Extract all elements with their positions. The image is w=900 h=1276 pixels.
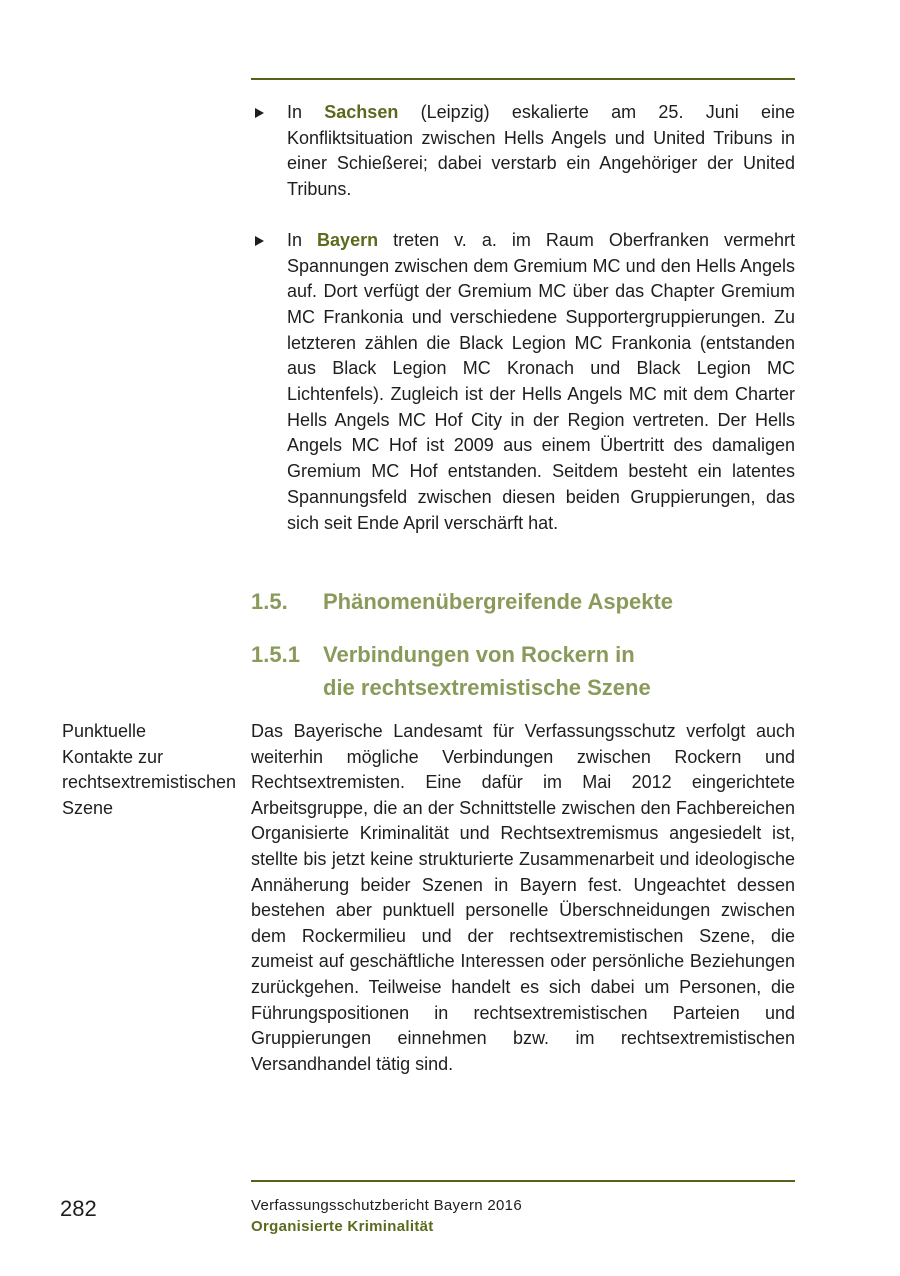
bullet-item-sachsen	[251, 100, 795, 203]
bullet-prefix: In	[287, 102, 325, 122]
subsection-number: 1.5.1	[251, 642, 300, 667]
footer-title: Verfassungsschutzbericht Bayern 2016	[251, 1197, 522, 1214]
bottom-rule	[251, 1180, 795, 1182]
footer-section: Organisierte Kriminalität	[251, 1218, 434, 1235]
subsection-title-line2: die rechtsextremistische Szene	[323, 675, 651, 700]
state-name: Bayern	[317, 229, 379, 250]
top-rule	[251, 78, 795, 80]
bullet-prefix: In	[287, 229, 318, 250]
body-paragraph: Das Bayerische Landesamt für Verfassungsschutz verfolgt auch weiterhin mögliche Verbindungen zwischen Rockern und Rechtsextremisten. Eine dafür im Mai 2012 eingerichtete Arbeitsgruppe, die an der Schnittstelle zwischen den Fachbereichen Organisierte Kriminalität und Rechtsextremismus angesiedelt ist, stellte bis jetzt keine strukturierte Zusammenarbeit und ideologische Annäherung beider Szenen in Bayern fest. Ungeachtet dessen bestehen aber punktuell personelle Überschneidungen zwischen dem Rockermilieu und der rechtsextremistischen Szene, die zumeist auf geschäftliche Interessen oder persönliche Beziehungen zurückgehen. Teilweise handelt es sich dabei um Personen, die Führungspositionen in rechtsextremistischen Parteien und Gruppierungen einnehmen bzw. im rechtsextremistischen Versandhandel tätig sind.	[251, 721, 795, 1074]
triangle-bullet-icon	[255, 236, 264, 246]
margin-note: Punktuelle Kontakte zur rechtsextremistischen Szene	[62, 721, 237, 819]
page-number: 282	[60, 1196, 97, 1221]
subsection-heading	[251, 638, 795, 704]
subsection-title-line1: Verbindungen von Rockern in	[323, 642, 635, 667]
bullet-item-bayern	[251, 228, 795, 536]
bullet-list	[251, 100, 795, 536]
state-name: Sachsen	[324, 102, 399, 122]
section-number: 1.5.	[251, 589, 288, 614]
triangle-bullet-icon	[255, 108, 264, 118]
bullet-text: treten v. a. im Raum Oberfranken vermehrt Spannungen zwischen dem Gremium MC und den Hells Angels auf. Dort verfügt der Gremium MC über das Chapter Gremium MC Frankonia und verschiedene Supportergruppierungen. Zu letzteren zählen die Black Legion MC Frankonia (entstanden aus Black Legion MC Kronach und Black Legion MC Lichtenfels). Zugleich ist der Hells Angels MC mit dem Charter Hells Angels MC Hof City in der Region vertreten. Der Hells Angels MC Hof ist 2009 aus einem Übertritt des damaligen Gremium MC Hof entstanden. Seitdem besteht ein latentes Spannungsfeld zwischen diesen beiden Gruppierungen, das sich seit Ende April verschärft hat.	[287, 229, 796, 533]
section-heading	[251, 588, 795, 616]
bullet-text: (Leipzig) eskalierte am 25. Juni eine Konfliktsituation zwischen Hells Angels und United Tribuns in einer Schießerei; dabei verstarb ein Angehöriger der United Tribuns.	[287, 102, 796, 200]
section-title: Phänomenübergreifende Aspekte	[323, 589, 674, 614]
